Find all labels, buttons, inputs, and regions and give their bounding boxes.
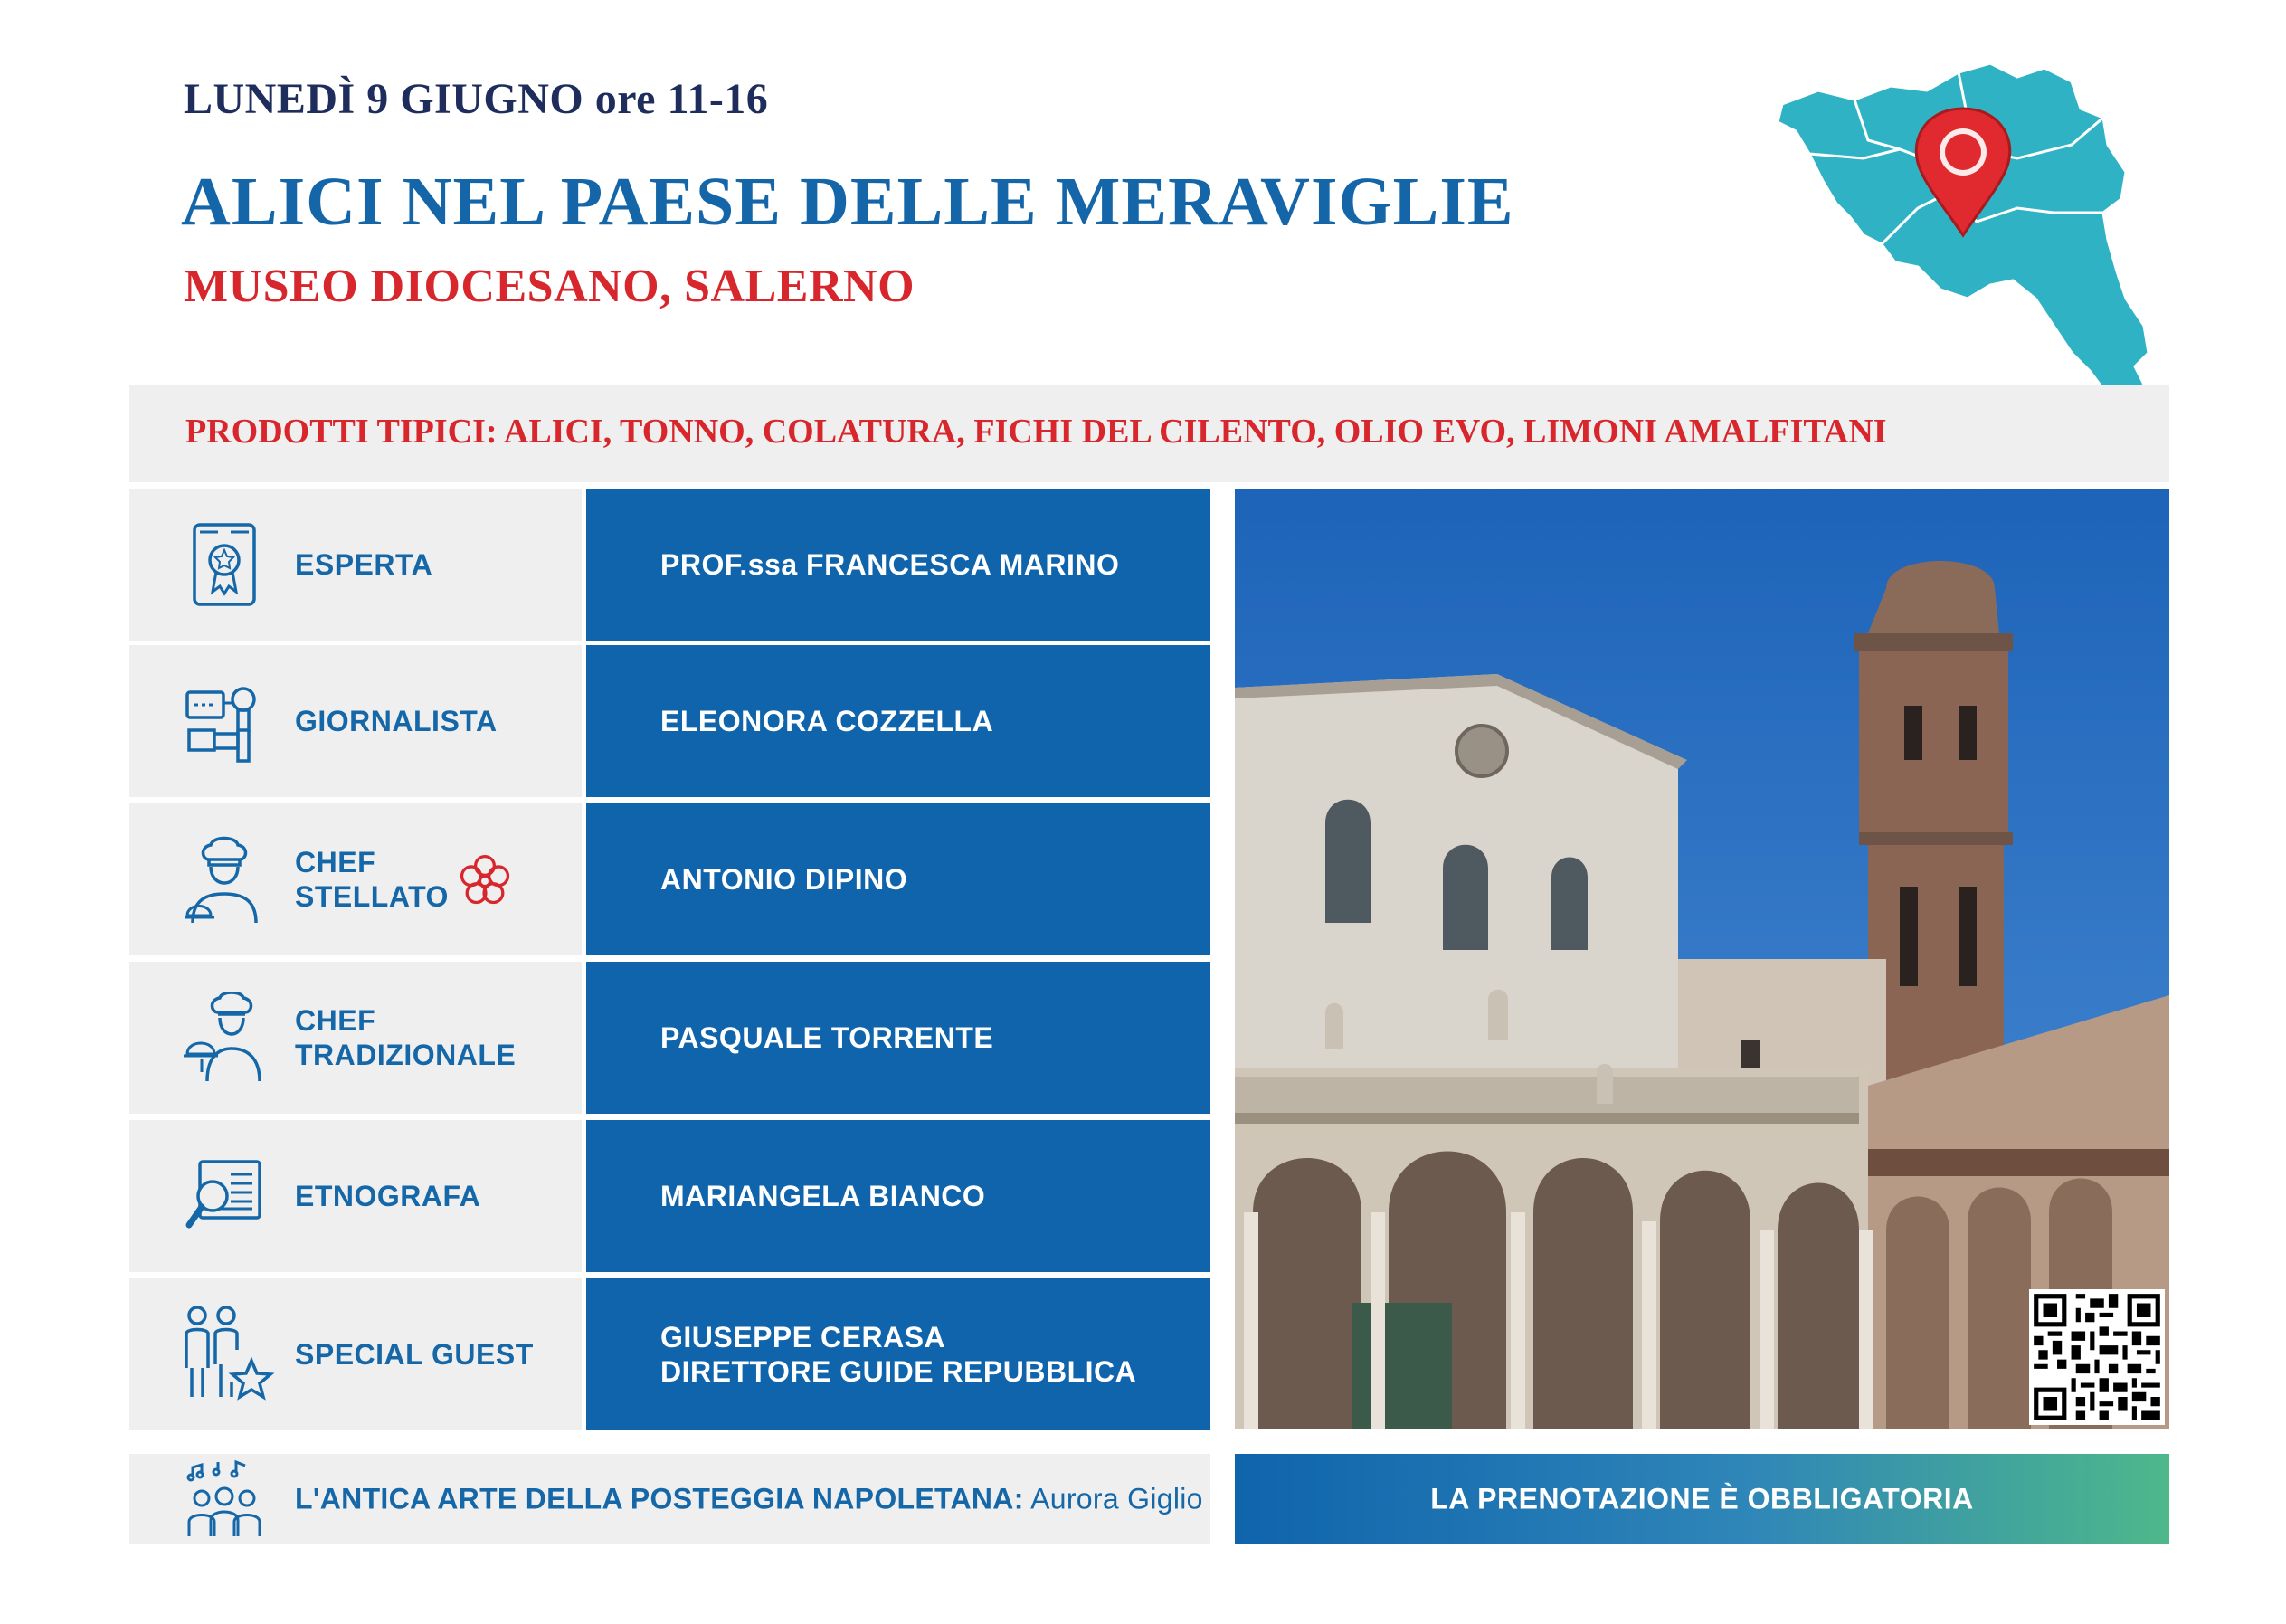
event-venue: MUSEO DIOCESANO, SALERNO [184,261,915,312]
person-name [660,1320,1136,1389]
name-cell [586,1120,1210,1272]
name-cell [586,962,1210,1114]
posteggia-text [295,1483,1203,1516]
role-cell [129,803,582,955]
person-name: ANTONIO DIPINO [660,863,908,896]
role-label: SPECIAL GUEST [295,1338,534,1371]
program-row [129,803,1210,955]
name-cell [586,1278,1210,1430]
name-cell [586,803,1210,955]
program-row [129,962,1210,1114]
qr-code[interactable] [2029,1289,2165,1425]
role-label: ESPERTA [295,548,433,581]
person-name: PASQUALE TORRENTE [660,1021,994,1054]
role-cell [129,962,582,1114]
posteggia-performer: Aurora Giglio [1023,1482,1203,1515]
people-star-icon [179,1305,279,1404]
posteggia-title: L'ANTICA ARTE DELLA POSTEGGIA NAPOLETANA: [295,1482,1024,1515]
document-magnifier-icon [184,1151,265,1241]
person-name-line2: DIRETTORE GUIDE REPUBBLICA [660,1355,1137,1388]
role-label-line2: STELLATO [295,880,449,913]
role-label: ETNOGRAFA [295,1180,481,1212]
person-name: MARIANGELA BIANCO [660,1180,986,1212]
role-label-line1: CHEF [295,1004,376,1037]
typical-products-text: PRODOTTI TIPICI: ALICI, TONNO, COLATURA, FICHI DEL CILENTO, OLIO EVO, LIMONI AMALFITANI [185,413,1887,451]
program-row [129,645,1210,797]
salerno-cathedral-photo [1235,489,2169,1429]
name-cell [586,489,1210,641]
singers-music-notes-icon [184,1458,265,1540]
program-row [129,1120,1210,1272]
role-label [295,845,449,914]
posteggia-banner [129,1454,1210,1544]
role-label: GIORNALISTA [295,705,498,737]
role-cell [129,1120,582,1272]
journalist-microphone-icon [184,676,265,766]
michelin-star-icon [455,850,515,910]
person-name: PROF.ssa FRANCESCA MARINO [660,548,1120,581]
role-cell [129,1278,582,1430]
event-date: LUNEDÌ 9 GIUGNO ore 11-16 [184,75,769,123]
program-row [129,1278,1210,1430]
event-title: ALICI NEL PAESE DELLE MERAVIGLIE [181,164,1514,240]
role-label [295,1003,516,1072]
booking-required-banner [1235,1454,2169,1544]
booking-required-text: LA PRENOTAZIONE È OBBLIGATORIA [1430,1482,1974,1515]
program-row [129,489,1210,641]
campania-map-icon [1746,54,2171,407]
person-name-line1: GIUSEPPE CERASA [660,1321,946,1353]
chef-serving-icon [184,992,265,1083]
person-name: ELEONORA COZZELLA [660,705,994,737]
certificate-icon [184,519,265,610]
role-label-line2: TRADIZIONALE [295,1039,517,1071]
role-cell [129,645,582,797]
chef-icon [184,834,265,925]
typical-products-banner [129,385,2169,482]
name-cell [586,645,1210,797]
role-cell [129,489,582,641]
role-label-line1: CHEF [295,846,376,878]
